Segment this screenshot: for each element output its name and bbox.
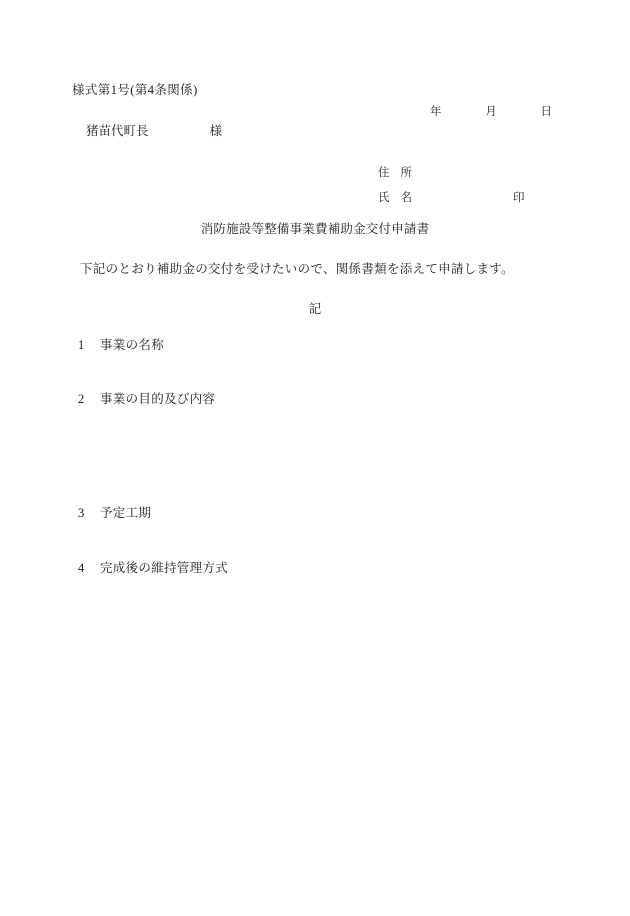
ki-marker: 記 (308, 302, 322, 316)
item-number: 3 (78, 506, 85, 520)
list-item (78, 503, 558, 521)
year-label: 年 (430, 106, 442, 118)
seal-label: 印 (513, 192, 525, 204)
item-number: 1 (78, 338, 85, 352)
page-title: 消防施設等整備事業費補助金交付申請書 (200, 222, 430, 236)
list-item (78, 335, 558, 353)
list-item (78, 389, 558, 407)
applicant-address-row (378, 161, 412, 186)
item-number: 2 (78, 392, 85, 406)
applicant-block (378, 161, 525, 211)
item-list (78, 335, 558, 576)
item-text: 完成後の維持管理方式 (100, 561, 229, 575)
name-label: 氏 名 (378, 192, 412, 204)
item-number: 4 (78, 561, 85, 575)
item-text: 予定工期 (100, 506, 152, 520)
date-line (430, 103, 552, 119)
month-label: 月 (485, 106, 497, 118)
item-text: 事業の目的及び内容 (100, 392, 216, 406)
item-text: 事業の名称 (100, 338, 165, 352)
lead-sentence: 下記のとおり補助金の交付を受けたいので、関係書類を添えて申請します。 (80, 262, 514, 276)
day-label: 日 (540, 106, 552, 118)
addressee-honorific: 様 (209, 124, 223, 138)
applicant-name-row (378, 186, 525, 211)
list-item (78, 558, 558, 576)
addressee-name: 猪苗代町長 (86, 124, 149, 138)
address-label: 住 所 (378, 167, 412, 179)
addressee-line (86, 121, 222, 139)
form-number: 様式第1号(第4条関係) (72, 83, 198, 97)
